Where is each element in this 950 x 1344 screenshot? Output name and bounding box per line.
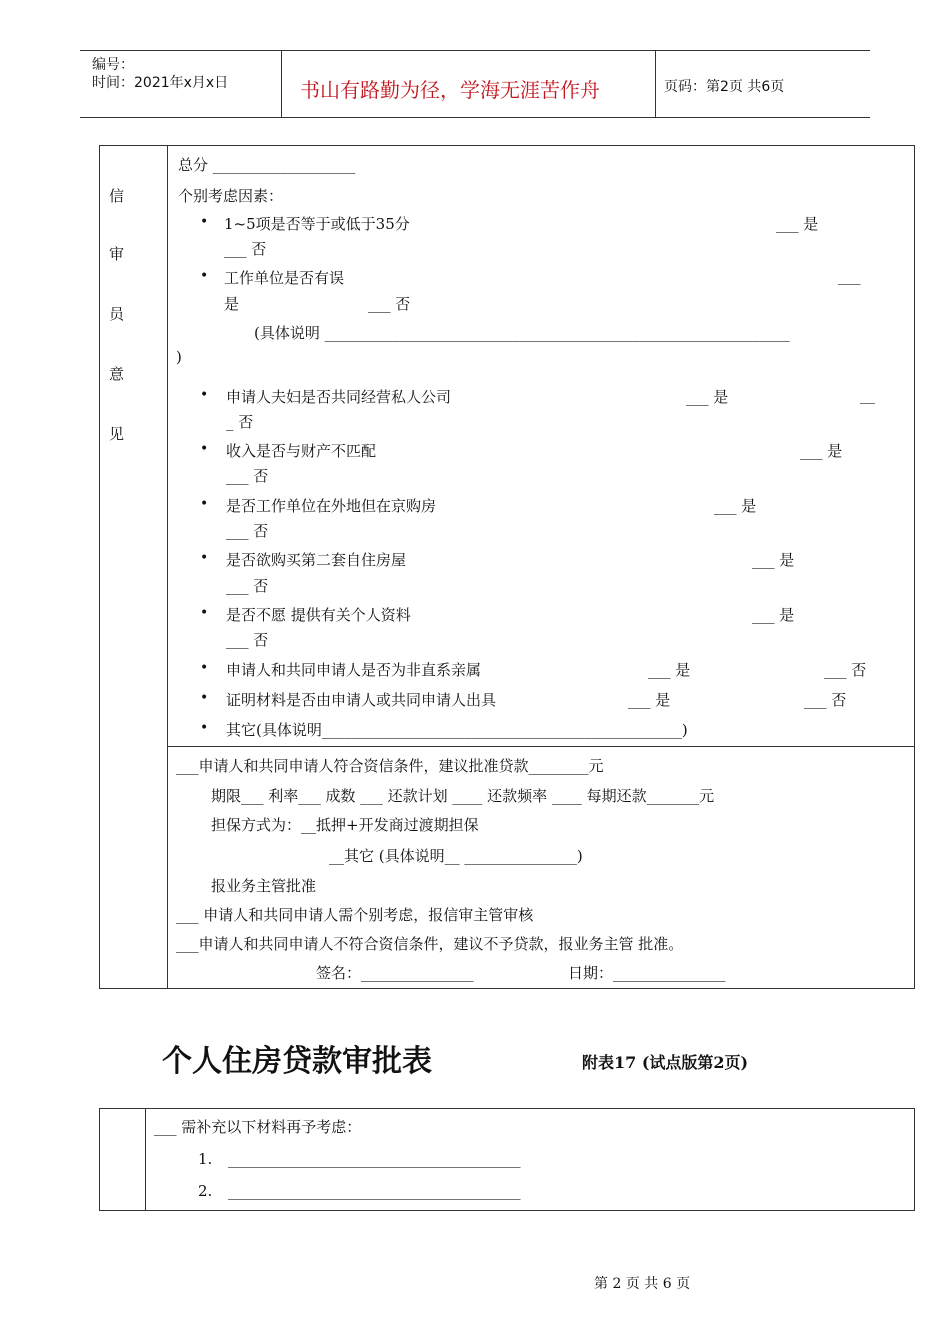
factor-yes: 是 [224,295,240,313]
factor-yes: ___ 是 [686,388,729,406]
bullet-icon: • [200,550,209,566]
factor-yes: ___ 是 [648,661,691,679]
guarantee-line: 担保方式为：__抵押+开发商过渡期担保 [211,816,479,834]
factor-question: 是否不愿 提供有关个人资料 [226,606,411,624]
factor-question: 是否工作单位在外地但在京购房 [226,497,437,515]
side-label-char: 审 [109,245,125,263]
bullet-icon: • [200,441,209,457]
individual-review-line: ___ 申请人和共同申请人需个别考虑，报信审主管审核 [176,906,534,924]
factor-no: ___ 否 [368,295,411,313]
supplement-item-number: 2. [198,1182,213,1200]
factor-question: 1~5项是否等于或低于35分 [224,215,410,233]
bullet-icon: • [200,690,209,706]
page-footer: 第 2 页 共 6 页 [594,1276,691,1292]
supplement-item-line: _______________________________________ [228,1182,521,1200]
review-table-split [167,746,915,747]
factor-no: ___ 否 [226,467,269,485]
factor-question: 是否欲购买第二套自住房屋 [226,551,407,569]
factor-yes: ___ 是 [776,215,819,233]
factor-yes: ___ 是 [752,606,795,624]
factor-yes: ___ 是 [628,691,671,709]
factor-question: 证明材料是否由申请人或共同申请人出具 [226,691,497,709]
date-field: 日期：_______________ [568,964,726,982]
factors-title: 个别考虑因素： [178,187,284,205]
bullet-icon: • [200,720,209,736]
time-label: 时间：2021年x月x日 [92,75,229,91]
page-code: 页码：第2页 共6页 [664,79,785,95]
supplement-item-line: _______________________________________ [228,1150,521,1168]
factor-question: 收入是否与财产不匹配 [226,442,377,460]
factor-yes: ___ 是 [714,497,757,515]
report-manager-line: 报业务主管批准 [211,877,317,895]
factor-question: 申请人夫妇是否共同经营私人公司 [226,388,452,406]
factor-blank: __ [860,386,875,404]
number-label: 编号： [92,57,134,73]
bullet-icon: • [200,660,209,676]
bullet-icon: • [200,214,209,230]
detail-close: ) [176,348,182,366]
total-score: 总分 ___________________ [178,156,356,174]
signature-field: 签名：_______________ [316,964,474,982]
factor-no: ___ 否 [804,691,847,709]
reject-line: ___申请人和共同申请人不符合资信条件，建议不予贷款，报业务主管 批准。 [176,935,684,953]
factor-no: ___ 否 [224,240,267,258]
factor-blank: ___ [838,267,861,285]
bullet-icon: • [200,268,209,284]
factor-question: 工作单位是否有误 [224,269,345,287]
factor-no: ___ 否 [226,522,269,540]
side-label-char: 员 [109,305,125,323]
supplement-table-divider [145,1108,146,1211]
side-label-char: 见 [109,425,125,443]
bullet-icon: • [200,496,209,512]
motto: 书山有路勤为径，学海无涯苦作舟 [300,78,600,102]
form-subtitle: 附表17 (试点版第2页) [582,1053,749,1072]
factor-no: ___ 否 [226,577,269,595]
side-label-char: 信 [109,187,125,205]
header-divider-left [281,50,282,117]
header-bottom-rule [80,117,870,118]
review-table-label-divider [167,145,168,989]
header-divider-right [655,50,656,117]
factor-question: 申请人和共同申请人是否为非直系亲属 [226,661,482,679]
factor-no: _ 否 [226,413,254,431]
form-title: 个人住房贷款审批表 [162,1044,432,1079]
supplement-line: ___ 需补充以下材料再予考虑： [154,1118,362,1136]
factor-no: ___ 否 [824,661,867,679]
guarantee-other-line: __其它 (具体说明__ _______________) [329,847,583,865]
loan-terms-line: 期限___ 利率___ 成数 ___ 还款计划 ____ 还款频率 ____ 每期还款_______元 [211,787,715,805]
factor-question: 其它(具体说明________________________________________________) [226,721,688,739]
factor-yes: ___ 是 [752,551,795,569]
detail-line: (具体说明 ______________________________________________________________ [254,324,790,342]
header-top-rule [80,50,870,51]
supplement-item-number: 1. [198,1150,213,1168]
factor-no: ___ 否 [226,631,269,649]
bullet-icon: • [200,605,209,621]
side-label-char: 意 [109,365,125,383]
bullet-icon: • [200,387,209,403]
factor-yes: ___ 是 [800,442,843,460]
approve-line: ___申请人和共同申请人符合资信条件，建议批准贷款________元 [176,757,604,775]
